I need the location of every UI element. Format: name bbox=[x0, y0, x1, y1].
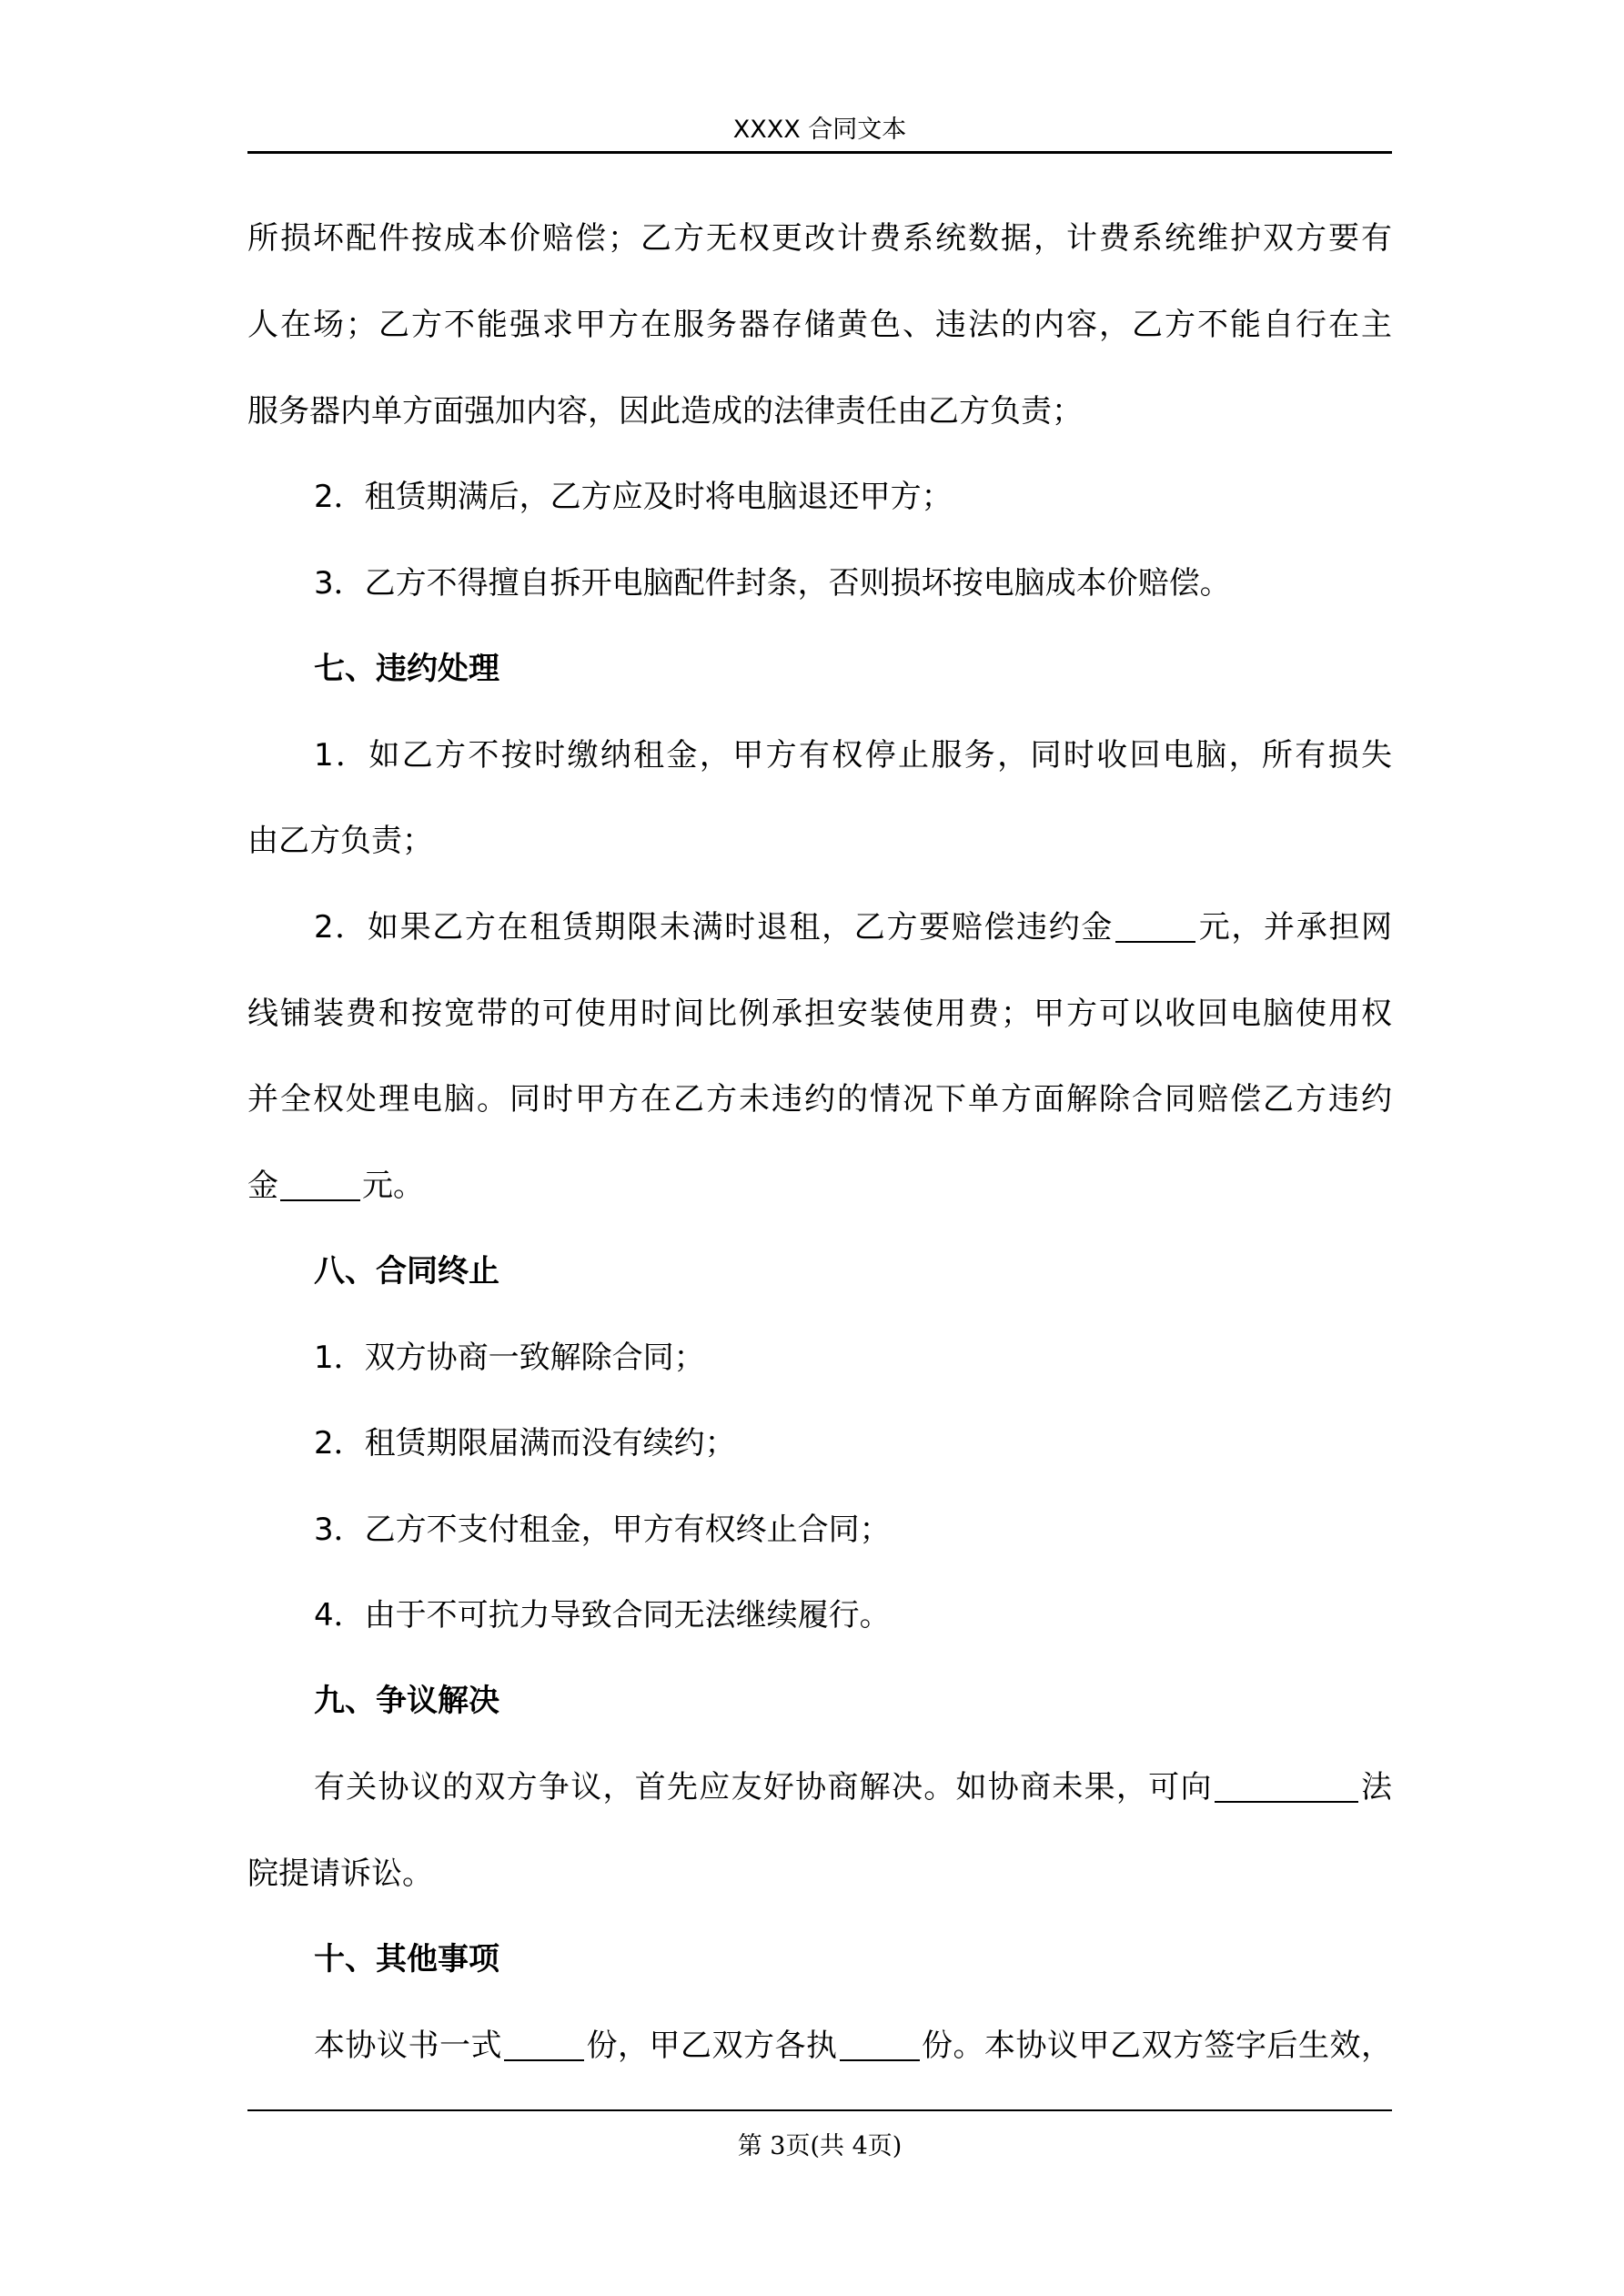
paragraph-line: 院提请诉讼。 bbox=[247, 1856, 433, 1892]
clause-text: 本协议书一式 bbox=[314, 2028, 502, 2064]
paragraph-line: 并全权处理电脑。同时甲方在乙方未违约的情况下单方面解除合同赔偿乙方违约 bbox=[247, 1081, 1392, 1118]
fill-in-blank bbox=[1115, 910, 1195, 943]
section-heading-termination: 八、合同终止 bbox=[314, 1253, 499, 1290]
clause-item: 1．如乙方不按时缴纳租金，甲方有权停止服务，同时收回电脑，所有损失 bbox=[314, 737, 1392, 774]
paragraph-line: 人在场；乙方不能强求甲方在服务器存储黄色、违法的内容，乙方不能自行在主 bbox=[247, 307, 1392, 343]
clause-item: 4．由于不可抗力导致合同无法继续履行。 bbox=[314, 1597, 891, 1633]
paragraph-line bbox=[314, 1765, 1392, 1809]
paragraph-line: 由乙方负责； bbox=[247, 823, 433, 859]
paragraph-line: 所损坏配件按成本价赔偿；乙方无权更改计费系统数据，计费系统维护双方要有 bbox=[247, 220, 1392, 257]
clause-text: 金 bbox=[247, 1168, 278, 1204]
clause-item: 2．租赁期限届满而没有续约； bbox=[314, 1425, 736, 1462]
clause-text: 份，甲乙双方各执 bbox=[586, 2028, 838, 2064]
fill-in-blank bbox=[280, 1168, 360, 1201]
fill-in-blank bbox=[840, 2028, 920, 2061]
clause-item bbox=[314, 905, 1392, 949]
header-title: XXXX 合同文本 bbox=[732, 116, 907, 144]
footer-rule bbox=[247, 2109, 1392, 2111]
page-number: 第 3页(共 4页) bbox=[737, 2132, 903, 2160]
fill-in-blank bbox=[504, 2028, 584, 2061]
clause-text: 法 bbox=[1359, 1769, 1393, 1805]
clause-text: 有关协议的双方争议，首先应友好协商解决。如协商未果，可向 bbox=[314, 1769, 1213, 1805]
paragraph-line bbox=[247, 1164, 424, 1208]
paragraph-line: 线铺装费和按宽带的可使用时间比例承担安装使用费；甲方可以收回电脑使用权 bbox=[247, 996, 1392, 1032]
paragraph-line bbox=[314, 2024, 1392, 2068]
section-heading-other: 十、其他事项 bbox=[314, 1941, 499, 1977]
clause-text: 2．如果乙方在租赁期限未满时退租，乙方要赔偿违约金 bbox=[314, 909, 1115, 946]
clause-item: 1．双方协商一致解除合同； bbox=[314, 1340, 705, 1376]
clause-text: 元。 bbox=[362, 1168, 424, 1204]
clause-text: 元，并承担网 bbox=[1197, 909, 1393, 946]
section-heading-dispute: 九、争议解决 bbox=[314, 1683, 499, 1719]
clause-item: 3．乙方不支付租金，甲方有权终止合同； bbox=[314, 1512, 891, 1548]
clause-item: 2．租赁期满后，乙方应及时将电脑退还甲方； bbox=[314, 479, 953, 515]
clause-text: 份。本协议甲乙双方签字后生效， bbox=[921, 2028, 1392, 2064]
section-heading-breach: 七、违约处理 bbox=[314, 651, 499, 687]
fill-in-blank bbox=[1215, 1770, 1358, 1803]
header-rule bbox=[247, 151, 1392, 154]
clause-item: 3．乙方不得擅自拆开电脑配件封条，否则损坏按电脑成本价赔偿。 bbox=[314, 565, 1231, 602]
paragraph-line: 服务器内单方面强加内容，因此造成的法律责任由乙方负责； bbox=[247, 393, 1083, 430]
